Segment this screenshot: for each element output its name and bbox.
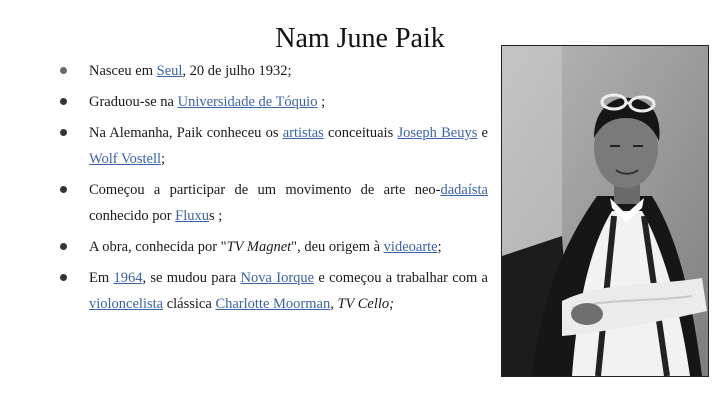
bullet-text: Nasceu em <box>89 63 157 79</box>
bullet-text: ; <box>437 239 442 255</box>
bullet-list <box>60 58 488 322</box>
bullet-text: A obra, conhecida por " <box>89 239 227 255</box>
portrait-photo <box>501 45 709 377</box>
bullet-text: Em <box>89 270 114 286</box>
link-fluxus[interactable]: Fluxu <box>175 208 210 224</box>
bullet-text: ; <box>317 94 326 110</box>
bullet-text: e começou a trabalhar com a <box>314 270 488 286</box>
link-seul[interactable]: Seul <box>156 63 183 79</box>
bullet-text: conceituais <box>323 125 398 141</box>
link-nova-iorque[interactable]: Nova Iorque <box>240 270 315 286</box>
bullet-text: , 20 de julho 1932; <box>182 63 292 79</box>
link-wolf-vostell[interactable]: Wolf Vostell <box>89 151 162 167</box>
bullet-text: ", deu origem à <box>291 239 384 255</box>
bullet-text: e <box>477 125 488 141</box>
bullet-text: Graduou-se na <box>89 94 178 110</box>
link-dadaista[interactable]: dadaísta <box>440 182 488 198</box>
bullet-item-education <box>60 89 488 115</box>
bullet-text: , <box>330 296 338 312</box>
bullet-item-new-york <box>60 265 488 317</box>
bullet-text: s ; <box>209 208 223 224</box>
bullet-item-germany <box>60 120 488 172</box>
link-artistas[interactable]: artistas <box>282 125 324 141</box>
bullet-text: clássica <box>163 296 216 312</box>
bullet-text: , se mudou para <box>142 270 241 286</box>
link-joseph-beuys[interactable]: Joseph Beuys <box>397 125 478 141</box>
bullet-item-fluxus <box>60 177 488 229</box>
portrait-illustration <box>502 46 708 376</box>
link-charlotte-moorman[interactable]: Charlotte Moorman <box>215 296 331 312</box>
link-violoncelista[interactable]: violoncelista <box>89 296 164 312</box>
bullet-item-tv-magnet <box>60 234 488 260</box>
bullet-item-birth <box>60 58 488 84</box>
link-universidade-de-toquio[interactable]: Universidade de Tóquio <box>177 94 318 110</box>
work-title-tv-magnet: TV Magnet <box>226 239 292 255</box>
link-1964[interactable]: 1964 <box>113 270 143 286</box>
bullet-text: conhecido por <box>89 208 176 224</box>
work-title-tv-cello: TV Cello; <box>337 296 394 312</box>
bullet-text: Começou a participar de um movimento de arte neo- <box>89 182 441 198</box>
link-videoarte[interactable]: videoarte <box>383 239 438 255</box>
bullet-text: Na Alemanha, Paik conheceu os <box>89 125 283 141</box>
bullet-text: ; <box>161 151 166 167</box>
slide-title: Nam June Paik <box>275 23 445 54</box>
